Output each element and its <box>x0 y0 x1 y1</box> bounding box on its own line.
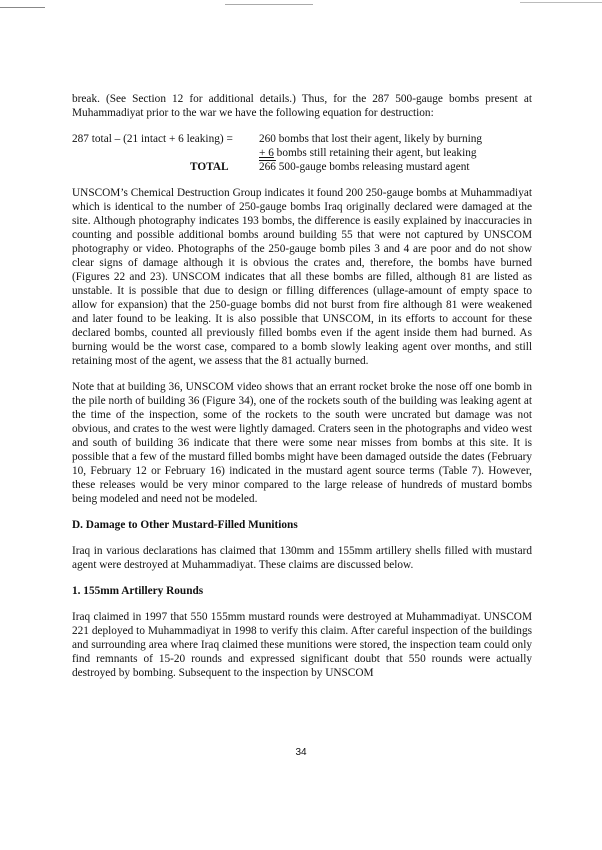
equation-line-2 <box>259 146 477 160</box>
page-number: 34 <box>295 747 307 758</box>
equation-addend: + 6 <box>259 147 274 159</box>
paragraph: Iraq in various declarations has claimed that 130mm and 155mm artillery shells filled with mustard agent were destroyed at Muhammadiyat. These claims are discussed below. <box>72 545 532 571</box>
paragraph: break. (See Section 12 for additional details.) Thus, for the 287 500-gauge bombs present at Muhammadiyat prior to the war we have the following equation for destruction: <box>72 93 532 119</box>
scan-artifact-line <box>0 7 45 8</box>
equation-line-3-text: 500-gauge bombs releasing mustard agent <box>275 161 470 173</box>
equation-total-value: 266 <box>259 161 276 173</box>
paragraph: UNSCOM’s Chemical Destruction Group indicates it found 200 250-gauge bombs at Muhammadiyat which is identical to the number of 250-gauge bombs Iraq originally declared were damaged at the site. Although photography indicates 193 bombs, the difference is easily explained by inaccuracies in counting and possible additional bombs around building 55 that were not captured by UNSCOM photography or video. Photographs of the 250-gauge bomb piles 3 and 4 are poor and do not show clear signs of damage although it is obvious the crates and, therefore, the bombs have burned (Figures 22 and 23). UNSCOM indicates that all these bombs are filled, although 81 are listed as unstable. It is possible that due to design or filling differences (ullage-amount of empty space to allow for expansion) that the 250-guage bombs did not burst from fire although 81 were weakened and later found to be leaking. It is also possible that UNSCOM, in its efforts to account for these declared bombs, counted all previously filled bombs even if the agent inside them had burned. As burning would be the worst case, compared to a bomb slowly leaking agent over months, and still retaining most of the agent, we assess that the 81 actually burned. <box>72 187 532 367</box>
equation-line-3 <box>259 160 470 174</box>
destruction-equation <box>72 132 532 174</box>
document-page <box>72 92 532 692</box>
scan-artifact-line <box>520 2 602 3</box>
subsection-heading: 1. 155mm Artillery Rounds <box>72 585 204 597</box>
equation-line-2-text: bombs still retaining their agent, but leaking <box>273 147 477 159</box>
section-heading: D. Damage to Other Mustard-Filled Munitions <box>72 519 298 531</box>
paragraph: Iraq claimed in 1997 that 550 155mm mustard rounds were destroyed at Muhammadiyat. UNSCOM 221 deployed to Muhammadiyat in 1998 to verify this claim. After careful inspection of the buildings and surrounding area where Iraq claimed these munitions were stored, the inspection team could only find remnants of 15-20 rounds and expressed significant doubt that 550 rounds were actually destroyed by bombing. Subsequent to the inspection by UNSCOM <box>72 611 532 679</box>
equation-lhs: 287 total – (21 intact + 6 leaking) = <box>72 133 233 145</box>
equation-line-1: 260 bombs that lost their agent, likely by burning <box>259 133 483 145</box>
equation-total-label: TOTAL <box>190 161 229 173</box>
paragraph: Note that at building 36, UNSCOM video shows that an errant rocket broke the nose off one bomb in the pile north of building 36 (Figure 34), one of the rockets south of the building was leaking agent at the time of the inspection, some of the rockets to the south were uncrated but damage was not obvious, and crates to the west were lightly damaged. Craters seen in the photographs and video west and south of building 36 indicate that there were some near misses from bombs at this site. It is possible that a few of the mustard filled bombs might have been damaged outside the dates (February 10, February 12 or February 16) indicated in the mustard agent source terms (Table 7). However, these releases would be very minor compared to the large release of hundreds of mustard bombs being modeled and need not be modeled. <box>72 381 532 505</box>
scan-artifact-line <box>225 4 313 5</box>
